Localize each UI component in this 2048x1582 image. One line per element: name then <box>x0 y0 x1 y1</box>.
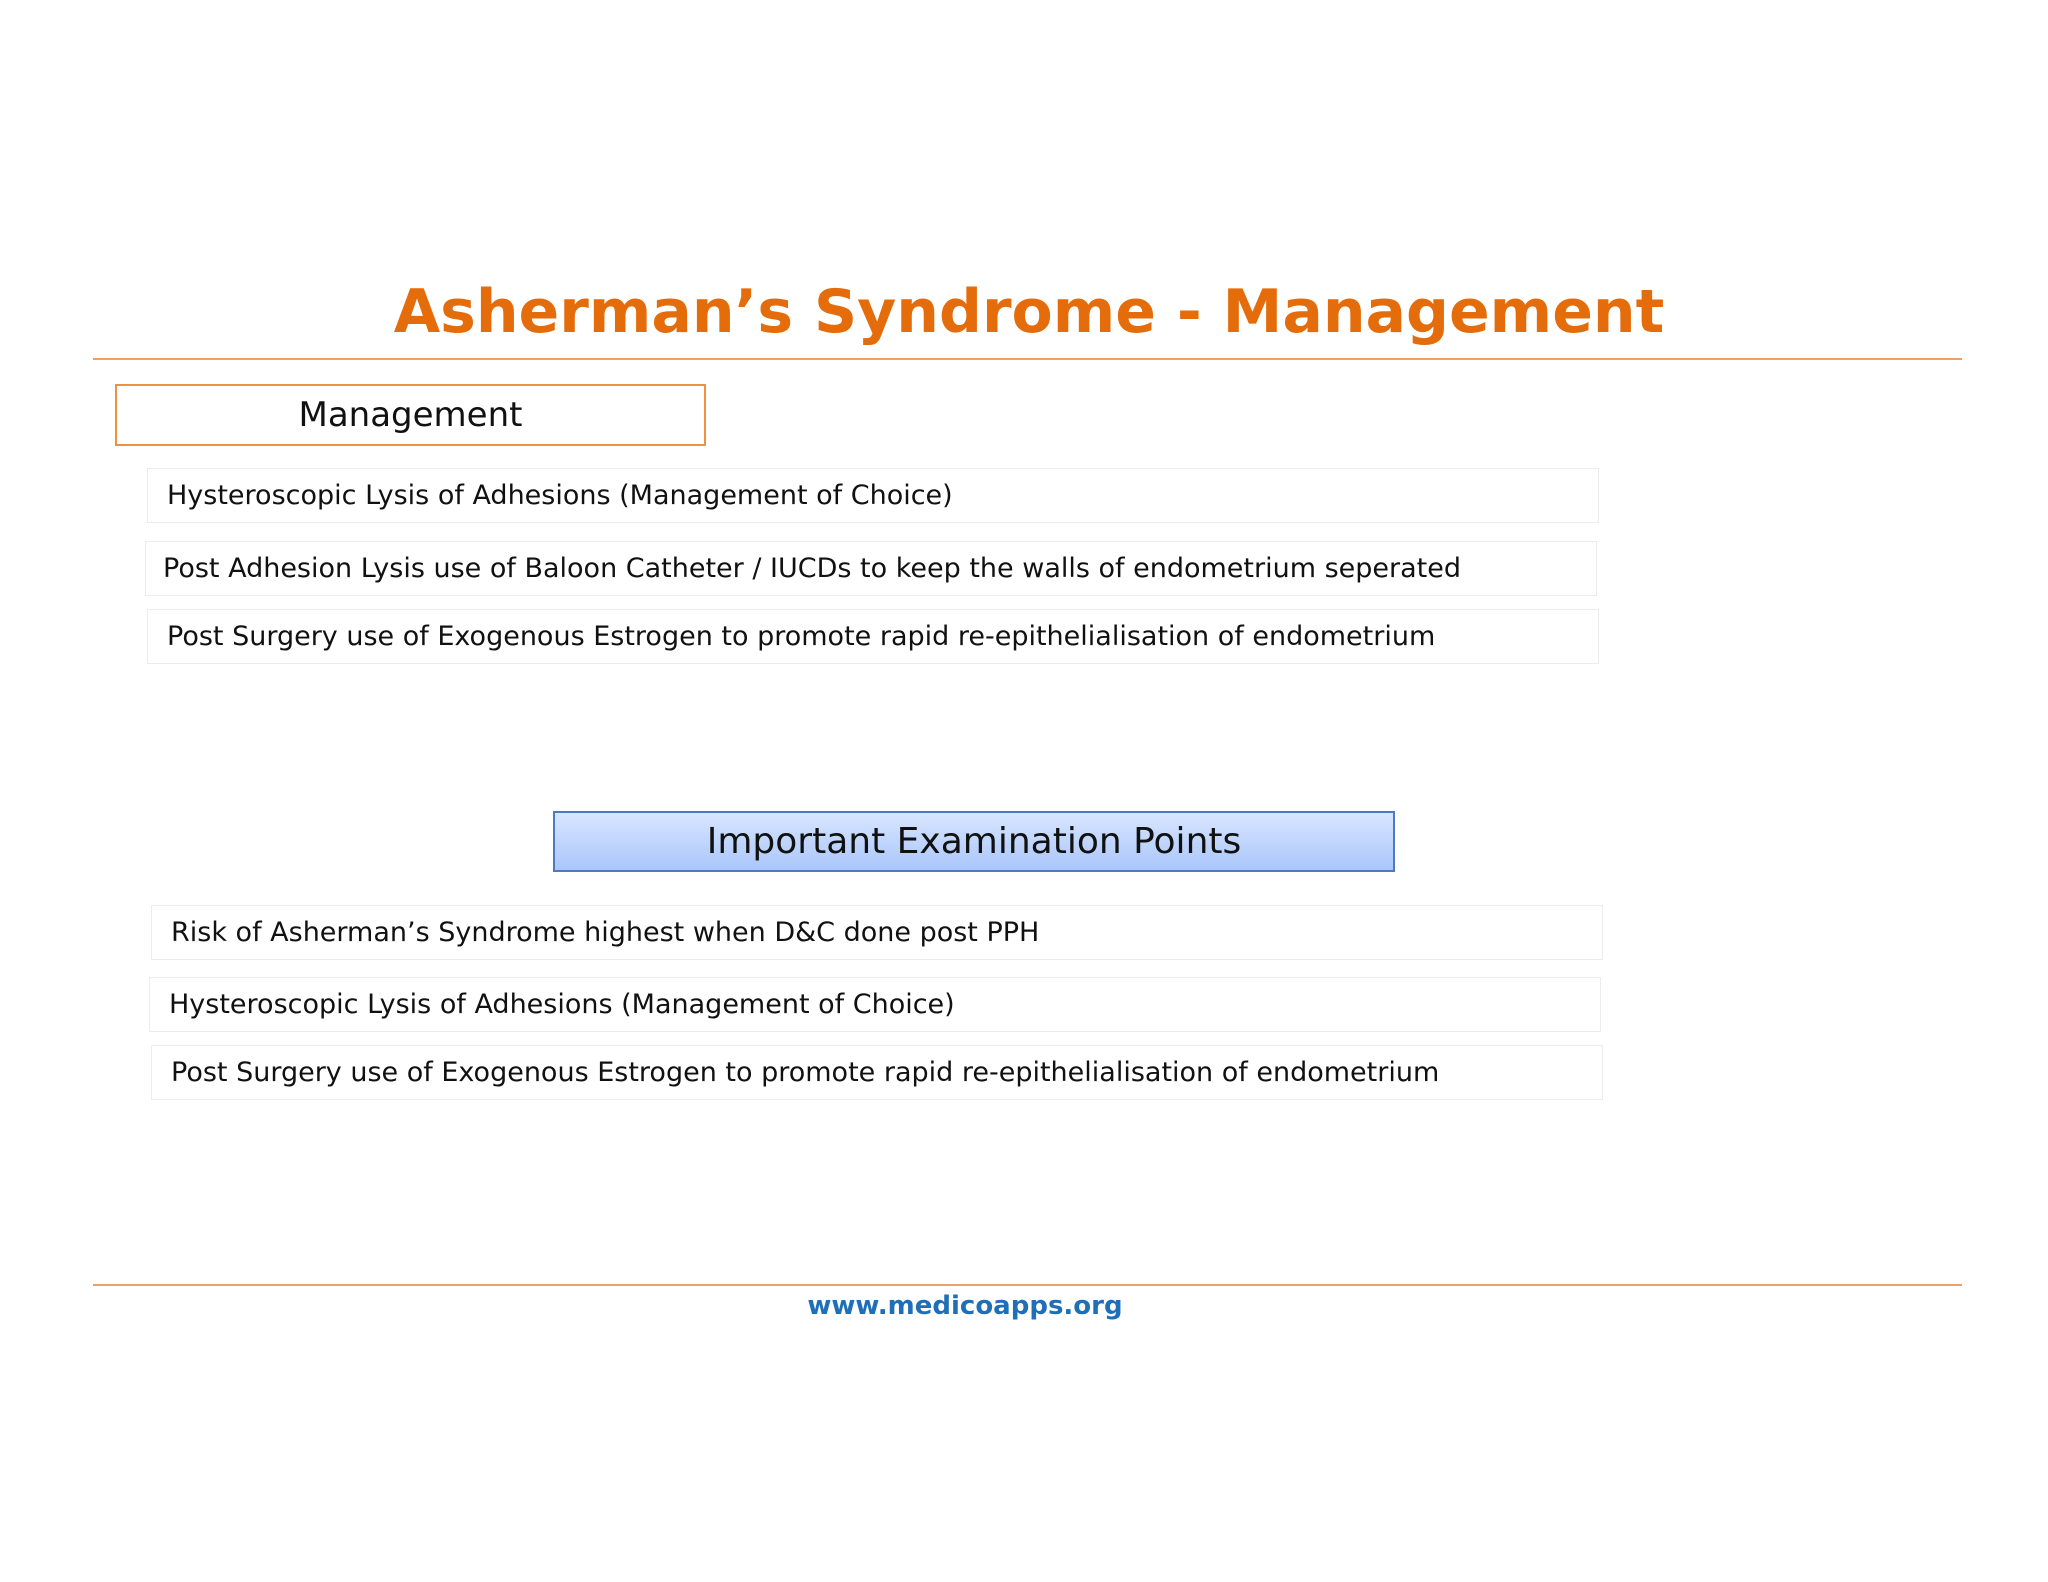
management-item <box>145 541 1597 596</box>
management-item-text: Post Adhesion Lysis use of Baloon Catheter / IUCDs to keep the walls of endometrium seperated <box>163 553 1462 584</box>
exam-point-item <box>149 977 1601 1032</box>
management-item-text: Post Surgery use of Exogenous Estrogen to promote rapid re-epithelialisation of endometrium <box>167 621 1436 652</box>
title-divider <box>93 358 1962 360</box>
management-heading: Management <box>298 395 523 435</box>
footer-website-link[interactable]: www.medicoapps.org <box>807 1291 1123 1321</box>
exam-point-item-text: Post Surgery use of Exogenous Estrogen to promote rapid re-epithelialisation of endometrium <box>171 1057 1440 1088</box>
management-item-text: Hysteroscopic Lysis of Adhesions (Management of Choice) <box>167 480 953 511</box>
exam-points-heading-box <box>553 811 1395 872</box>
exam-point-item <box>151 1045 1603 1100</box>
page-title: Asherman’s Syndrome - Management <box>393 277 1665 347</box>
management-item <box>147 468 1599 523</box>
exam-point-item-text: Hysteroscopic Lysis of Adhesions (Management of Choice) <box>169 989 955 1020</box>
management-item <box>147 609 1599 664</box>
exam-point-item <box>151 905 1603 960</box>
management-heading-box <box>115 384 706 446</box>
exam-point-item-text: Risk of Asherman’s Syndrome highest when D&C done post PPH <box>171 917 1040 948</box>
exam-points-heading: Important Examination Points <box>706 821 1242 862</box>
